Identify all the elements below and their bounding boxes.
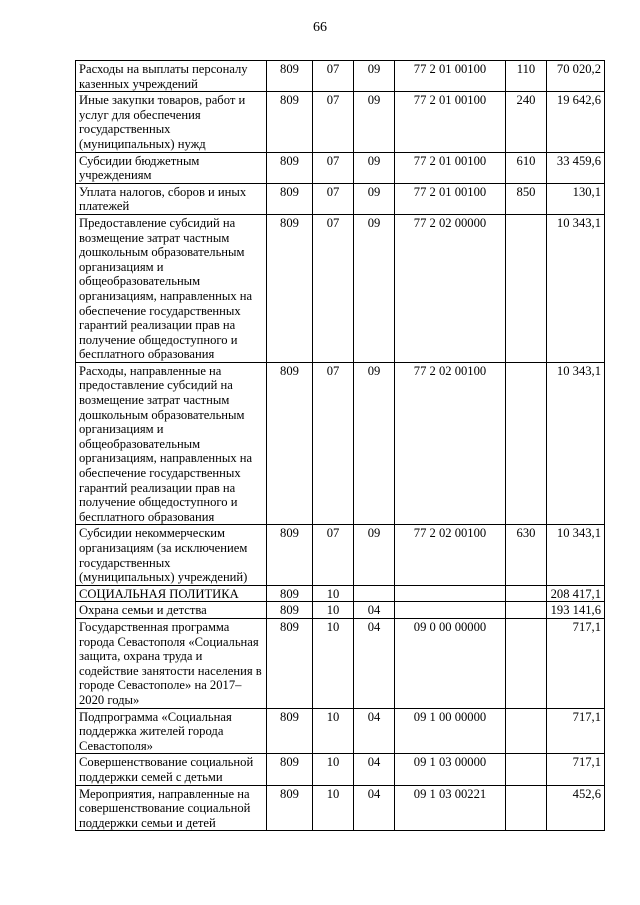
subsection-code-cell: 09	[354, 183, 395, 214]
target-article-cell: 09 1 00 00000	[395, 708, 506, 754]
ministry-code-cell: 809	[267, 708, 313, 754]
ministry-code-cell: 809	[267, 602, 313, 619]
row-name-cell: Подпрограмма «Социальная поддержка жителей города Севастополя»	[76, 708, 267, 754]
expense-type-cell	[506, 618, 547, 708]
ministry-code-cell: 809	[267, 618, 313, 708]
expense-type-cell	[506, 585, 547, 602]
subsection-code-cell: 09	[354, 152, 395, 183]
subsection-code-cell: 09	[354, 525, 395, 585]
table-row	[76, 214, 605, 362]
amount-cell: 717,1	[547, 754, 605, 785]
expense-type-cell	[506, 785, 547, 831]
expense-type-cell	[506, 362, 547, 525]
table-row	[76, 362, 605, 525]
target-article-cell: 77 2 02 00000	[395, 214, 506, 362]
table-row	[76, 152, 605, 183]
target-article-cell: 09 1 03 00221	[395, 785, 506, 831]
subsection-code-cell: 04	[354, 602, 395, 619]
ministry-code-cell: 809	[267, 183, 313, 214]
amount-cell: 717,1	[547, 708, 605, 754]
ministry-code-cell: 809	[267, 525, 313, 585]
section-code-cell: 07	[313, 214, 354, 362]
table-row	[76, 754, 605, 785]
amount-cell: 10 343,1	[547, 214, 605, 362]
row-name-cell: Совершенствование социальной поддержки семей с детьми	[76, 754, 267, 785]
section-code-cell: 10	[313, 754, 354, 785]
subsection-code-cell: 04	[354, 785, 395, 831]
expense-type-cell: 240	[506, 92, 547, 152]
table-row	[76, 525, 605, 585]
table-row	[76, 708, 605, 754]
ministry-code-cell: 809	[267, 214, 313, 362]
row-name-cell: Субсидии бюджетным учреждениям	[76, 152, 267, 183]
subsection-code-cell	[354, 585, 395, 602]
row-name-cell: Иные закупки товаров, работ и услуг для обеспечения государственных (муниципальных) нужд	[76, 92, 267, 152]
target-article-cell: 09 1 03 00000	[395, 754, 506, 785]
section-code-cell: 10	[313, 585, 354, 602]
amount-cell: 130,1	[547, 183, 605, 214]
section-code-cell: 10	[313, 602, 354, 619]
target-article-cell: 77 2 01 00100	[395, 152, 506, 183]
row-name-cell: Государственная программа города Севастополя «Социальная защита, охрана труда и содействие занятости населения в городе Севастополе» на 2017–2020 годы»	[76, 618, 267, 708]
expense-type-cell	[506, 602, 547, 619]
expense-type-cell: 610	[506, 152, 547, 183]
table-row	[76, 183, 605, 214]
row-name-cell: Субсидии некоммерческим организациям (за исключением государственных (муниципальных) учреждений)	[76, 525, 267, 585]
subsection-code-cell: 04	[354, 754, 395, 785]
ministry-code-cell: 809	[267, 585, 313, 602]
amount-cell: 717,1	[547, 618, 605, 708]
target-article-cell: 09 0 00 00000	[395, 618, 506, 708]
section-code-cell: 10	[313, 708, 354, 754]
table-row	[76, 92, 605, 152]
budget-table-body	[76, 61, 605, 831]
expense-type-cell	[506, 708, 547, 754]
expense-type-cell: 850	[506, 183, 547, 214]
ministry-code-cell: 809	[267, 152, 313, 183]
row-name-cell: Уплата налогов, сборов и иных платежей	[76, 183, 267, 214]
row-name-cell: Мероприятия, направленные на совершенствование социальной поддержки семьи и детей	[76, 785, 267, 831]
section-code-cell: 07	[313, 152, 354, 183]
amount-cell: 452,6	[547, 785, 605, 831]
expense-type-cell: 630	[506, 525, 547, 585]
subsection-code-cell: 04	[354, 708, 395, 754]
ministry-code-cell: 809	[267, 362, 313, 525]
amount-cell: 10 343,1	[547, 525, 605, 585]
ministry-code-cell: 809	[267, 785, 313, 831]
table-row	[76, 602, 605, 619]
subsection-code-cell: 04	[354, 618, 395, 708]
ministry-code-cell: 809	[267, 754, 313, 785]
subsection-code-cell: 09	[354, 61, 395, 92]
expense-type-cell	[506, 754, 547, 785]
row-name-cell: Расходы на выплаты персоналу казенных учреждений	[76, 61, 267, 92]
section-code-cell: 07	[313, 183, 354, 214]
row-name-cell: СОЦИАЛЬНАЯ ПОЛИТИКА	[76, 585, 267, 602]
section-code-cell: 07	[313, 61, 354, 92]
budget-table	[75, 60, 605, 831]
table-row	[76, 785, 605, 831]
section-code-cell: 10	[313, 785, 354, 831]
expense-type-cell	[506, 214, 547, 362]
amount-cell: 33 459,6	[547, 152, 605, 183]
amount-cell: 19 642,6	[547, 92, 605, 152]
target-article-cell: 77 2 01 00100	[395, 183, 506, 214]
section-code-cell: 10	[313, 618, 354, 708]
row-name-cell: Расходы, направленные на предоставление субсидий на возмещение затрат частным дошкольным образовательным организациям и общеобразовательным организациям, направленных на обеспечение государственных гарантий реализации прав на получение общедоступного и бесплатного образования	[76, 362, 267, 525]
subsection-code-cell: 09	[354, 92, 395, 152]
row-name-cell: Охрана семьи и детства	[76, 602, 267, 619]
subsection-code-cell: 09	[354, 214, 395, 362]
amount-cell: 208 417,1	[547, 585, 605, 602]
ministry-code-cell: 809	[267, 61, 313, 92]
target-article-cell: 77 2 01 00100	[395, 61, 506, 92]
table-row	[76, 61, 605, 92]
section-code-cell: 07	[313, 362, 354, 525]
target-article-cell	[395, 602, 506, 619]
amount-cell: 193 141,6	[547, 602, 605, 619]
target-article-cell	[395, 585, 506, 602]
page-number: 66	[313, 20, 327, 35]
expense-type-cell: 110	[506, 61, 547, 92]
target-article-cell: 77 2 02 00100	[395, 362, 506, 525]
subsection-code-cell: 09	[354, 362, 395, 525]
target-article-cell: 77 2 01 00100	[395, 92, 506, 152]
table-row	[76, 618, 605, 708]
ministry-code-cell: 809	[267, 92, 313, 152]
row-name-cell: Предоставление субсидий на возмещение затрат частным дошкольным образовательным организациям и общеобразовательным организациям, направленных на обеспечение государственных гарантий реализации прав на получение общедоступного и бесплатного образования	[76, 214, 267, 362]
amount-cell: 10 343,1	[547, 362, 605, 525]
target-article-cell: 77 2 02 00100	[395, 525, 506, 585]
section-code-cell: 07	[313, 92, 354, 152]
amount-cell: 70 020,2	[547, 61, 605, 92]
section-code-cell: 07	[313, 525, 354, 585]
table-row	[76, 585, 605, 602]
